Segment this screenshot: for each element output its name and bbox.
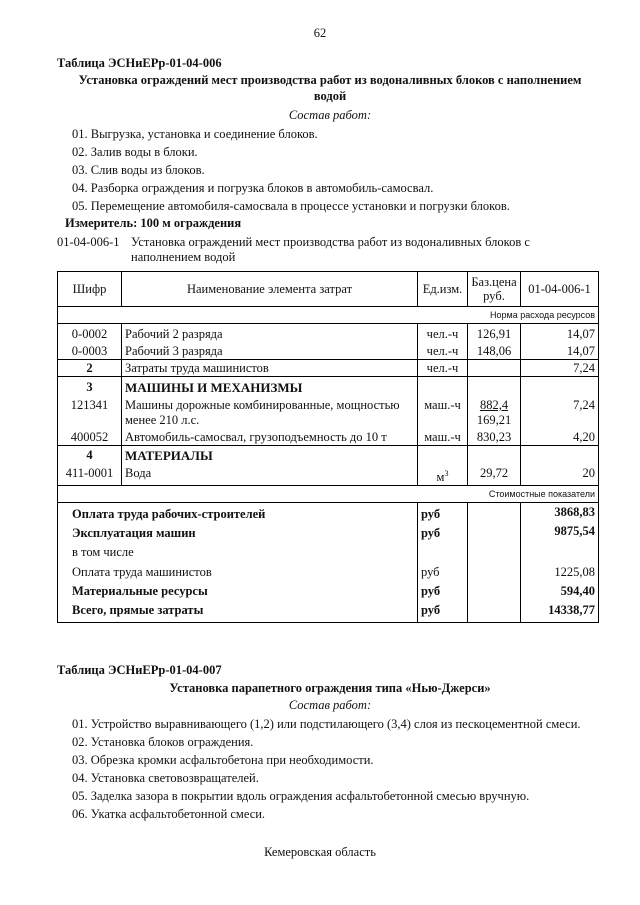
cost-unit: руб (418, 503, 468, 523)
row-price (468, 360, 521, 377)
table-row (58, 342, 599, 360)
header-shifr: Шифр (58, 272, 122, 307)
row-name: Автомобиль-самосвал, грузоподъемность до 10 т (122, 428, 418, 446)
table2-work-item: 01. Устройство выравнивающего (1,2) или подстилающего (3,4) слоя из пескоцементной смеси. (72, 717, 581, 731)
table-row (58, 463, 599, 486)
table1-code: Таблица ЭСНиЕРр-01-04-006 (57, 56, 222, 70)
cost-value: 1225,08 (521, 560, 599, 580)
section-code: 4 (58, 446, 122, 464)
section-title: МАШИНЫ И МЕХАНИЗМЫ (122, 377, 418, 396)
cost-row (58, 541, 599, 560)
row-code: 2 (58, 360, 122, 377)
norm-caption: Норма расхода ресурсов (58, 307, 599, 324)
header-base-price (468, 272, 521, 307)
cost-value: 9875,54 (521, 522, 599, 541)
table1-work-item: 03. Слив воды из блоков. (72, 163, 205, 177)
row-price: 148,06 (468, 342, 521, 360)
row-price-line2: 169,21 (476, 413, 512, 427)
row-code: 411-0001 (58, 463, 122, 486)
cost-unit: руб (418, 580, 468, 599)
row-name: Рабочий 2 разряда (122, 324, 418, 343)
cost-label: Оплата труда машинистов (58, 560, 418, 580)
row-value: 7,24 (521, 360, 599, 377)
table-row (58, 395, 599, 428)
section-title: МАТЕРИАЛЫ (122, 446, 418, 464)
cost-value: 3868,83 (521, 503, 599, 523)
row-code: 121341 (58, 395, 122, 428)
resource-norm-table (57, 271, 599, 623)
row-value: 14,07 (521, 324, 599, 343)
cost-row (58, 580, 599, 599)
table1-work-item: 01. Выгрузка, установка и соединение блоков. (72, 127, 318, 141)
table2-work-item: 06. Укатка асфальтобетонной смеси. (72, 807, 266, 821)
row-unit: маш.-ч (418, 428, 468, 446)
row-code: 0-0003 (58, 342, 122, 360)
row-unit: маш.-ч (418, 395, 468, 428)
cost-label: в том числе (58, 541, 418, 560)
table1-work-item: 02. Залив воды в блоки. (72, 145, 198, 159)
cost-unit: руб (418, 560, 468, 580)
row-price: 126,91 (468, 324, 521, 343)
section-row (58, 377, 599, 396)
row-name-line2: менее 210 л.с. (125, 413, 200, 427)
row-name: Затраты труда машинистов (122, 360, 418, 377)
table1-item-desc-line1: Установка ограждений мест производства работ из водоналивных блоков с (131, 235, 530, 249)
row-code: 0-0002 (58, 324, 122, 343)
page-number: 62 (313, 26, 327, 40)
cost-label: Материальные ресурсы (58, 580, 418, 599)
row-name: Рабочий 3 разряда (122, 342, 418, 360)
row-price (468, 395, 521, 428)
table2-title: Установка парапетного ограждения типа «Нью-Джерси» (169, 681, 491, 695)
header-unit: Ед.изм. (418, 272, 468, 307)
row-name (122, 395, 418, 428)
table1-item-desc-line2: наполнением водой (131, 250, 236, 264)
row-price: 830,23 (468, 428, 521, 446)
row-code: 400052 (58, 428, 122, 446)
table1-item-code: 01-04-006-1 (57, 235, 120, 249)
header-norm-code: 01-04-006-1 (521, 272, 599, 307)
section-row (58, 446, 599, 464)
table2-work-item: 03. Обрезка кромки асфальтобетона при необходимости. (72, 753, 374, 767)
cost-unit: руб (418, 522, 468, 541)
row-value: 7,24 (521, 395, 599, 428)
table2-work-item: 05. Заделка зазора в покрытии вдоль ограждения асфальтобетонной смесью вручную. (72, 789, 530, 803)
unit-base: м (436, 470, 445, 485)
table1-measure: Измеритель: 100 м ограждения (65, 216, 242, 230)
table-header-row (58, 272, 599, 307)
header-base-price-line2: руб. (483, 289, 505, 303)
section-code: 3 (58, 377, 122, 396)
table2-work-item: 04. Установка световозвращателей. (72, 771, 259, 785)
cost-row (58, 599, 599, 623)
cost-unit: руб (418, 599, 468, 623)
table1-title-line2: водой (313, 89, 347, 103)
row-unit: чел.-ч (418, 342, 468, 360)
table2-work-item: 02. Установка блоков ограждения. (72, 735, 254, 749)
table-row (58, 428, 599, 446)
cost-row (58, 503, 599, 523)
row-value: 14,07 (521, 342, 599, 360)
table1-title-line1: Установка ограждений мест производства работ из водоналивных блоков с наполнением (78, 73, 582, 87)
header-base-price-line1: Баз.цена (471, 275, 517, 289)
unit-sup: 3 (444, 469, 449, 478)
cost-caption: Стоимостные показатели (58, 486, 599, 503)
table1-works-heading: Состав работ: (288, 108, 372, 122)
row-value: 4,20 (521, 428, 599, 446)
cost-row (58, 560, 599, 580)
row-unit: чел.-ч (418, 360, 468, 377)
cost-label: Всего, прямые затраты (58, 599, 418, 623)
row-name-line1: Машины дорожные комбинированные, мощностью (125, 398, 400, 412)
norm-caption-row (58, 307, 599, 324)
cost-value: 594,40 (521, 580, 599, 599)
row-name: Вода (122, 463, 418, 486)
row-value: 20 (521, 463, 599, 486)
table-row (58, 360, 599, 377)
cost-label: Эксплуатация машин (58, 522, 418, 541)
cost-value: 14338,77 (521, 599, 599, 623)
table-row (58, 324, 599, 343)
table1-work-item: 04. Разборка ограждения и погрузка блоков в автомобиль-самосвал. (72, 181, 434, 195)
header-name: Наименование элемента затрат (122, 272, 418, 307)
row-price-line1: 882,4 (479, 398, 509, 412)
row-unit (418, 463, 468, 486)
cost-row (58, 522, 599, 541)
footer-region: Кемеровская область (264, 845, 376, 859)
cost-caption-row (58, 486, 599, 503)
table2-code: Таблица ЭСНиЕРр-01-04-007 (57, 663, 222, 677)
table1-work-item: 05. Перемещение автомобиля-самосвала в процессе установки и погрузки блоков. (72, 199, 510, 213)
table2-works-heading: Состав работ: (288, 698, 372, 712)
row-unit: чел.-ч (418, 324, 468, 343)
cost-label: Оплата труда рабочих-строителей (58, 503, 418, 523)
row-price: 29,72 (468, 463, 521, 486)
